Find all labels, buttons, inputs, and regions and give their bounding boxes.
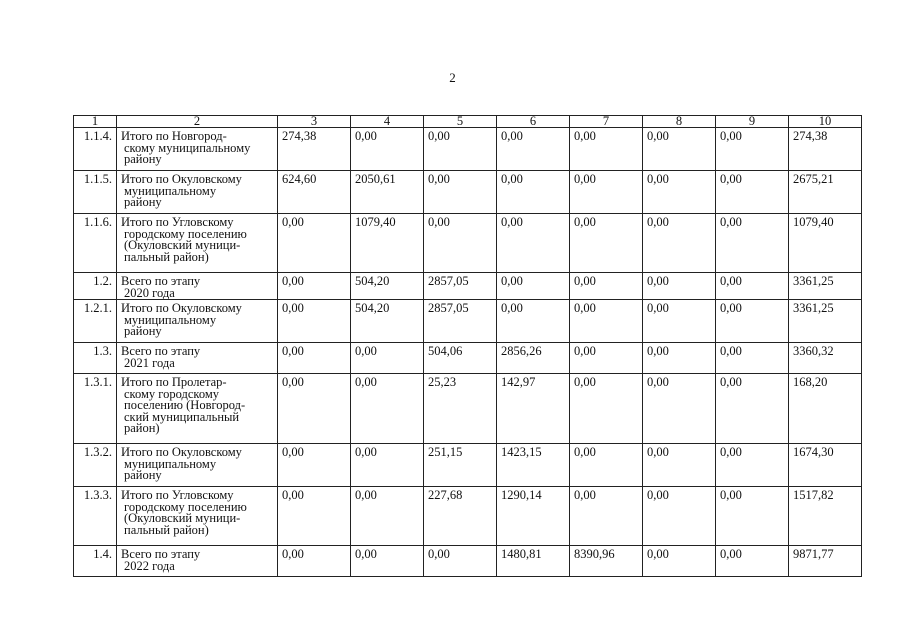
value-cell: 168,20	[789, 374, 862, 444]
value-cell: 274,38	[278, 128, 351, 171]
row-name-line: муниципальному	[124, 456, 217, 471]
value-cell: 1674,30	[789, 444, 862, 487]
value-cell: 0,00	[716, 300, 789, 343]
row-name-cell	[117, 343, 278, 374]
row-name-line: скому городскому	[124, 386, 220, 401]
value-cell: 9871,77	[789, 546, 862, 577]
value-cell: 0,00	[643, 546, 716, 577]
value-cell: 0,00	[497, 273, 570, 300]
row-name-line: (Окуловский муници-	[124, 238, 241, 252]
row-number-cell: 1.3.	[74, 343, 117, 374]
column-header: 10	[789, 116, 862, 128]
value-cell: 1517,82	[789, 487, 862, 546]
value-cell: 2675,21	[789, 171, 862, 214]
value-cell: 0,00	[643, 171, 716, 214]
row-name-line: пальный район)	[124, 522, 209, 537]
value-cell: 3360,32	[789, 343, 862, 374]
row-name-cell	[117, 273, 278, 300]
value-cell: 0,00	[570, 214, 643, 273]
row-name-line: муниципальному	[124, 183, 217, 198]
value-cell: 142,97	[497, 374, 570, 444]
table-row	[74, 487, 862, 546]
value-cell: 0,00	[643, 273, 716, 300]
value-cell: 0,00	[351, 546, 424, 577]
value-cell: 0,00	[278, 273, 351, 300]
column-header: 9	[716, 116, 789, 128]
column-header: 5	[424, 116, 497, 128]
value-cell: 1480,81	[497, 546, 570, 577]
row-name-line: 2022 года	[124, 558, 175, 573]
page-number: 2	[449, 70, 456, 85]
row-number-cell: 1.3.1.	[74, 374, 117, 444]
row-number-cell: 1.4.	[74, 546, 117, 577]
row-name-line: Итого по Пролетар-	[121, 375, 227, 389]
column-header: 1	[74, 116, 117, 128]
value-cell: 504,20	[351, 300, 424, 343]
value-cell: 2050,61	[351, 171, 424, 214]
row-name-line: район)	[124, 421, 160, 435]
value-cell: 2857,05	[424, 300, 497, 343]
table-row	[74, 300, 862, 343]
value-cell: 0,00	[716, 546, 789, 577]
row-name-line: району	[124, 152, 162, 166]
value-cell: 0,00	[716, 343, 789, 374]
value-cell: 624,60	[278, 171, 351, 214]
table-row	[74, 128, 862, 171]
table-row	[74, 444, 862, 487]
row-name-line: району	[124, 195, 162, 209]
row-number-cell: 1.2.1.	[74, 300, 117, 343]
value-cell: 0,00	[643, 300, 716, 343]
value-cell: 0,00	[570, 487, 643, 546]
table-row	[74, 214, 862, 273]
column-header: 8	[643, 116, 716, 128]
row-number-cell: 1.1.5.	[74, 171, 117, 214]
row-name-line: 2021 года	[124, 355, 175, 370]
value-cell: 0,00	[351, 374, 424, 444]
data-table	[73, 115, 862, 577]
value-cell: 0,00	[278, 214, 351, 273]
row-number-cell: 1.3.3.	[74, 487, 117, 546]
value-cell: 0,00	[278, 487, 351, 546]
value-cell: 0,00	[643, 343, 716, 374]
value-cell: 25,23	[424, 374, 497, 444]
row-name-line: Итого по Окуловскому	[121, 172, 242, 186]
value-cell: 0,00	[716, 171, 789, 214]
row-number-cell: 1.3.2.	[74, 444, 117, 487]
value-cell: 0,00	[278, 343, 351, 374]
value-cell: 0,00	[570, 343, 643, 374]
value-cell: 0,00	[424, 171, 497, 214]
table-row	[74, 546, 862, 577]
value-cell: 0,00	[716, 374, 789, 444]
value-cell: 2856,26	[497, 343, 570, 374]
row-name-line: Итого по Угловскому	[121, 215, 234, 229]
value-cell: 0,00	[351, 343, 424, 374]
value-cell: 0,00	[351, 487, 424, 546]
row-name-line: поселению (Новгород-	[124, 398, 246, 412]
row-name-line: (Окуловский муници-	[124, 511, 241, 525]
row-name-line: Всего по этапу	[121, 547, 201, 561]
value-cell: 274,38	[789, 128, 862, 171]
value-cell: 0,00	[570, 171, 643, 214]
table-row	[74, 343, 862, 374]
value-cell: 1290,14	[497, 487, 570, 546]
value-cell: 0,00	[424, 546, 497, 577]
value-cell: 0,00	[716, 444, 789, 487]
row-name-line: скому муниципальному	[124, 140, 251, 155]
row-name-line: Итого по Новгород-	[121, 129, 227, 143]
value-cell: 251,15	[424, 444, 497, 487]
value-cell: 0,00	[424, 214, 497, 273]
row-name-cell	[117, 487, 278, 546]
value-cell: 1079,40	[351, 214, 424, 273]
row-name-line: району	[124, 324, 162, 338]
row-number-cell: 1.1.4.	[74, 128, 117, 171]
value-cell: 0,00	[497, 171, 570, 214]
value-cell: 0,00	[570, 374, 643, 444]
row-name-line: Всего по этапу	[121, 344, 201, 358]
row-name-cell	[117, 546, 278, 577]
row-name-cell	[117, 374, 278, 444]
row-name-line: Итого по Окуловскому	[121, 445, 242, 459]
row-number-cell: 1.2.	[74, 273, 117, 300]
value-cell: 0,00	[716, 487, 789, 546]
value-cell: 0,00	[570, 128, 643, 171]
column-header: 6	[497, 116, 570, 128]
value-cell: 0,00	[570, 300, 643, 343]
value-cell: 504,06	[424, 343, 497, 374]
row-name-line: району	[124, 468, 162, 482]
row-name-cell	[117, 300, 278, 343]
value-cell: 0,00	[351, 128, 424, 171]
value-cell: 3361,25	[789, 273, 862, 300]
row-name-cell	[117, 214, 278, 273]
value-cell: 0,00	[424, 128, 497, 171]
column-header: 3	[278, 116, 351, 128]
value-cell: 3361,25	[789, 300, 862, 343]
row-name-line: городскому поселению	[124, 499, 247, 514]
value-cell: 0,00	[351, 444, 424, 487]
value-cell: 0,00	[278, 300, 351, 343]
value-cell: 227,68	[424, 487, 497, 546]
row-name-line: 2020 года	[124, 285, 175, 300]
value-cell: 0,00	[643, 214, 716, 273]
value-cell: 0,00	[570, 444, 643, 487]
value-cell: 8390,96	[570, 546, 643, 577]
table-row	[74, 273, 862, 300]
value-cell: 0,00	[497, 300, 570, 343]
table-body	[74, 116, 862, 577]
column-header: 2	[117, 116, 278, 128]
value-cell: 0,00	[716, 214, 789, 273]
value-cell: 1079,40	[789, 214, 862, 273]
row-name-line: муниципальному	[124, 312, 217, 327]
value-cell: 0,00	[643, 444, 716, 487]
value-cell: 0,00	[570, 273, 643, 300]
value-cell: 0,00	[643, 128, 716, 171]
value-cell: 0,00	[643, 487, 716, 546]
value-cell: 0,00	[278, 374, 351, 444]
row-name-cell	[117, 171, 278, 214]
column-header: 7	[570, 116, 643, 128]
value-cell: 504,20	[351, 273, 424, 300]
value-cell: 0,00	[497, 214, 570, 273]
value-cell: 0,00	[643, 374, 716, 444]
value-cell: 0,00	[278, 546, 351, 577]
table-header-row	[74, 116, 862, 128]
table-row	[74, 171, 862, 214]
row-name-line: городскому поселению	[124, 226, 247, 241]
value-cell: 0,00	[716, 128, 789, 171]
value-cell: 1423,15	[497, 444, 570, 487]
row-name-line: Итого по Угловскому	[121, 488, 234, 502]
column-header: 4	[351, 116, 424, 128]
row-name-cell	[117, 444, 278, 487]
row-number-cell: 1.1.6.	[74, 214, 117, 273]
value-cell: 0,00	[278, 444, 351, 487]
row-name-cell	[117, 128, 278, 171]
row-name-line: Всего по этапу	[121, 274, 201, 288]
value-cell: 0,00	[716, 273, 789, 300]
row-name-line: пальный район)	[124, 249, 209, 264]
value-cell: 0,00	[497, 128, 570, 171]
row-name-line: Итого по Окуловскому	[121, 301, 242, 315]
row-name-line: ский муниципальный	[124, 409, 240, 424]
table-row	[74, 374, 862, 444]
value-cell: 2857,05	[424, 273, 497, 300]
